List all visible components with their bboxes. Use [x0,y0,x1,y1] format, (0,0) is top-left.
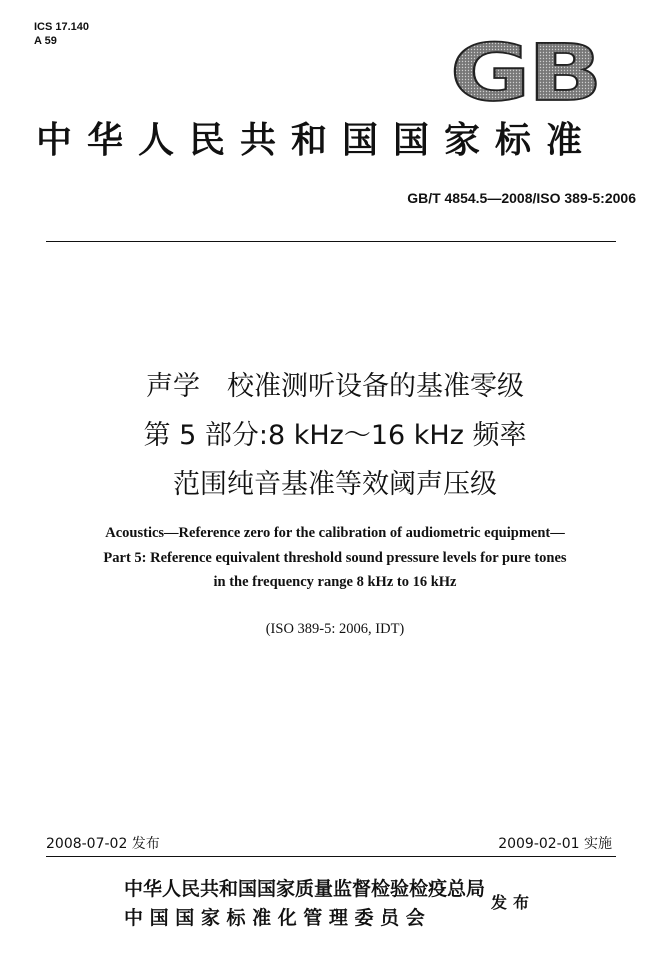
standard-category-title: 中华人民共和国国家标准 [36,120,598,161]
header-rule [46,241,616,242]
implementation-date: 2009-02-01 实施 [498,836,612,852]
publish-label: 发布 [491,893,536,912]
iso-equivalence: (ISO 389-5: 2006, IDT) [265,621,405,637]
zh-title-line-1: 声学 校准测听设备的基准零级 [146,371,524,402]
issuer-line-1: 中华人民共和国国家质量监督检验检疫总局 [124,878,486,900]
gb-logo-text: GB [450,36,600,104]
footer-rule [46,856,616,857]
ics-code: ICS 17.140 [34,21,90,33]
issue-date: 2008-07-02 发布 [46,836,160,852]
en-title-line-2: Part 5: Reference equivalent threshold sound pressure levels for pure tones [103,550,567,566]
classification-codes [34,20,89,48]
en-title-line-3: in the frequency range 8 kHz to 16 kHz [213,574,457,590]
gb-logo [446,36,604,104]
standard-number: GB/T 4854.5—2008/ISO 389-5:2006 [407,190,636,206]
ccs-code: A 59 [34,35,57,47]
zh-title-line-2: 第 5 部分:8 kHz～16 kHz 频率 [143,420,527,451]
issuer-line-2: 中 国 国 家 标 准 化 管 理 委 员 会 [124,907,425,929]
zh-title-line-3: 范围纯音基准等效阈声压级 [173,469,497,500]
en-title-line-1: Acoustics—Reference zero for the calibration of audiometric equipment— [105,525,565,541]
